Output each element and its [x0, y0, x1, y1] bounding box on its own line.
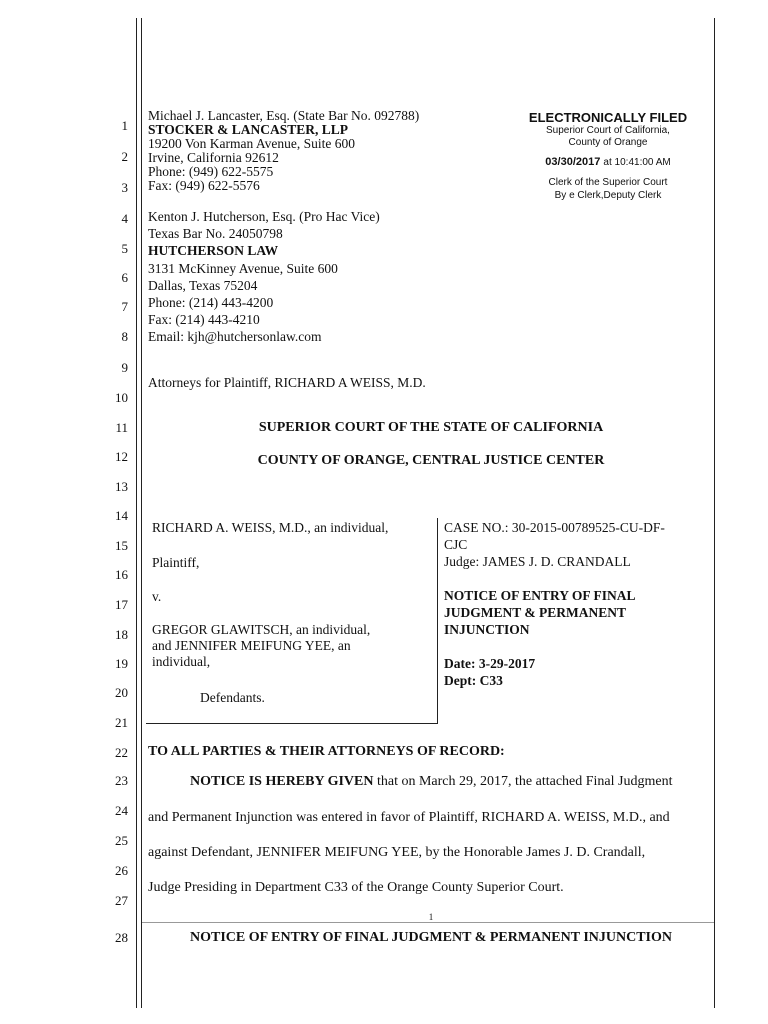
left-margin-rule-inner [141, 18, 142, 1008]
left-margin-rule-outer [136, 18, 137, 1008]
line-number: 11 [115, 420, 128, 435]
court-title: SUPERIOR COURT OF THE STATE OF CALIFORNIA [258, 420, 604, 435]
filing-stamp-title: ELECTRONICALLY FILED [528, 110, 688, 125]
firm-phone-2: Phone: (214) 443-4200 [148, 295, 274, 310]
defendant-name-1: GREGOR GLAWITSCH, an individual, [152, 622, 371, 637]
firm-address-2: 3131 McKinney Avenue, Suite 600 [148, 261, 338, 276]
document-title-2: JUDGMENT & PERMANENT [444, 605, 626, 620]
line-number: 14 [115, 508, 128, 523]
line-number: 17 [115, 597, 128, 612]
filing-stamp-court: Superior Court of California, [546, 125, 670, 136]
firm-name: STOCKER & LANCASTER, LLP [148, 122, 349, 137]
line-number: 16 [115, 567, 128, 582]
filing-date: 03/30/2017 [545, 156, 601, 168]
line-number: 19 [115, 656, 128, 671]
line-number: 4 [121, 211, 128, 226]
line-number: 25 [115, 833, 128, 848]
plaintiff-name: RICHARD A. WEISS, M.D., an individual, [152, 520, 389, 535]
line-number: 1 [121, 118, 128, 133]
judge: Judge: JAMES J. D. CRANDALL [444, 554, 631, 569]
line-number: 9 [121, 360, 128, 375]
court-county: COUNTY OF ORANGE, CENTRAL JUSTICE CENTER [257, 453, 605, 468]
page-number: 1 [428, 912, 434, 922]
notice-lead-rest: that on March 29, 2017, the attached Final Judgment [373, 774, 673, 789]
filing-time: at 10:41:00 AM [603, 157, 671, 168]
hearing-dept: Dept: C33 [444, 673, 503, 688]
defendant-role: Defendants. [200, 690, 265, 705]
attorney-name-2: Kenton J. Hutcherson, Esq. (Pro Hac Vice) [148, 209, 380, 224]
body-line-3: against Defendant, JENNIFER MEIFUNG YEE, by the Honorable James J. D. Crandall, [148, 845, 646, 860]
firm-fax: Fax: (949) 622-5576 [148, 178, 260, 193]
caption-bottom-rule [146, 723, 438, 724]
bar-number: Texas Bar No. 24050798 [148, 226, 283, 241]
firm-phone: Phone: (949) 622-5575 [148, 164, 274, 179]
line-number: 26 [115, 863, 128, 878]
defendant-name-2: and JENNIFER MEIFUNG YEE, an [152, 638, 351, 653]
salutation: TO ALL PARTIES & THEIR ATTORNEYS OF RECORD: [148, 744, 505, 759]
case-number: CASE NO.: 30-2015-00789525-CU-DF- [444, 520, 665, 535]
firm-city-2: Dallas, Texas 75204 [148, 278, 258, 293]
right-margin-rule [714, 18, 715, 1008]
line-number: 7 [121, 299, 128, 314]
versus: v. [152, 589, 162, 604]
footer-rule [142, 922, 714, 923]
document-title-1: NOTICE OF ENTRY OF FINAL [444, 588, 636, 603]
line-number: 8 [121, 329, 128, 344]
body-line-2: and Permanent Injunction was entered in favor of Plaintiff, RICHARD A. WEISS, M.D., and [148, 810, 670, 825]
line-number: 15 [115, 538, 128, 553]
filing-stamp-deputy: By e Clerk,Deputy Clerk [554, 190, 662, 201]
line-number: 18 [115, 627, 128, 642]
attorney-name: Michael J. Lancaster, Esq. (State Bar No. 092788) [148, 108, 420, 123]
line-number: 13 [115, 479, 128, 494]
body-line-1 [190, 773, 672, 790]
hearing-date: Date: 3-29-2017 [444, 656, 536, 671]
firm-city: Irvine, California 92612 [148, 150, 279, 165]
line-number: 20 [115, 685, 128, 700]
line-number: 6 [121, 270, 128, 285]
notice-lead: NOTICE IS HEREBY GIVEN [190, 774, 374, 789]
caption-divider [437, 518, 438, 724]
line-number: 22 [115, 745, 128, 760]
document-title-3: INJUNCTION [444, 622, 530, 637]
line-number: 5 [121, 241, 128, 256]
firm-fax-2: Fax: (214) 443-4210 [148, 312, 260, 327]
case-number-cont: CJC [444, 537, 468, 552]
line-number: 12 [115, 449, 128, 464]
line-number: 10 [115, 390, 128, 405]
line-number: 23 [115, 773, 128, 788]
firm-name-2: HUTCHERSON LAW [148, 243, 279, 258]
filing-stamp-county: County of Orange [568, 137, 648, 148]
footer-title: NOTICE OF ENTRY OF FINAL JUDGMENT & PERMANENT INJUNCTION [189, 930, 673, 945]
firm-email: Email: kjh@hutchersonlaw.com [148, 329, 322, 344]
firm-address: 19200 Von Karman Avenue, Suite 600 [148, 136, 355, 151]
filing-stamp-datetime [520, 156, 696, 168]
body-line-4: Judge Presiding in Department C33 of the Orange County Superior Court. [148, 880, 564, 895]
line-number: 28 [115, 930, 128, 945]
defendant-name-3: individual, [152, 654, 211, 669]
line-number: 24 [115, 803, 128, 818]
line-number: 2 [121, 149, 128, 164]
plaintiff-role: Plaintiff, [152, 555, 200, 570]
filing-stamp-clerk: Clerk of the Superior Court [548, 177, 668, 188]
line-number: 27 [115, 893, 128, 908]
line-number: 3 [121, 180, 128, 195]
attorneys-for: Attorneys for Plaintiff, RICHARD A WEISS, M.D. [148, 375, 426, 390]
line-number: 21 [115, 715, 128, 730]
